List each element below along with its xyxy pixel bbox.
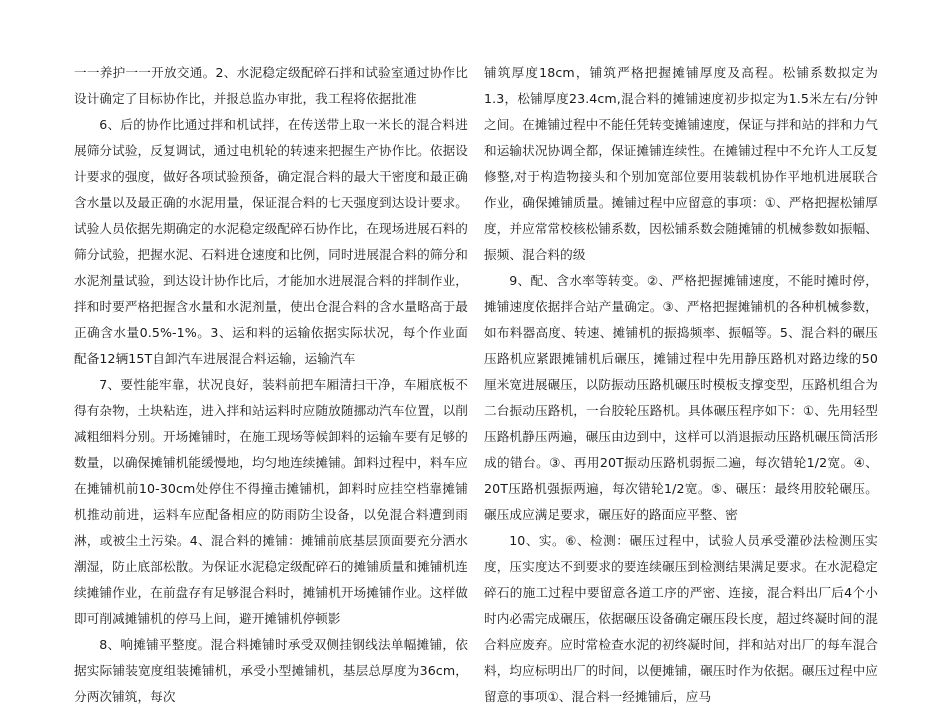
left-paragraph-1: 一一养护一一开放交通。2、水泥稳定级配碎石拌和试验室通过协作比设计确定了目标协作比，并报总监办审批，我工程将依据批准 — [74, 65, 468, 106]
left-paragraph-3: 7、要性能牢靠，状况良好，装料前把车厢清扫干净，车厢底板不得有杂物，土块粘连，进入拌和站运料时应随放随挪动汽车位置，以削减粗细料分别。开场摊铺时，在施工现场等候卸料的运输车要有足够的数量，以确保摊铺机能缓慢地，均匀地连续摊铺。卸料过程中，料车应在摊铺机前10-30cm处停住不得撞击摊铺机，卸料时应挂空档靠摊铺机推动前进，运料车应配备相应的防雨防尘设备，以免混合料遭到雨淋，或被尘土污染。4、混合料的摊铺：摊铺前底基层顶面要充分洒水潮湿，防止底部松散。为保证水泥稳定级配碎石的摊铺质量和摊铺机连续摊铺作业，在前盘存有足够混合料时，摊铺机开场摊铺作业。这样做即可削减摊铺机的停马上间，避开摊铺机停顿影 — [74, 377, 468, 626]
right-paragraph-3: 10、实。⑥、检测：碾压过程中，试验人员承受灌砂法检测压实度，压实度达不到要求的要连续碾压到检测结果满足要求。在水泥稳定碎石的施工过程中要留意各道工序的严密、连接，混合料出厂后4个小时内必需完成碾压，依据碾压设备确定碾压段长度，超过终凝时间的混合料应废弃。应时常检查水泥的初终凝时间，拌和站对出厂的每车混合料，均应标明出厂的时间，以便摊铺，碾压时作为依据。碾压过程中应留意的事项①、混合料一经摊铺后，应马 — [484, 533, 878, 704]
left-paragraph-2: 6、后的协作比通过拌和机试拌，在传送带上取一米长的混合料进展筛分试验，反复调试，通过电机轮的转速来把握生产协作比。依据设计要求的强度，做好各项试验预备，确定混合料的最大干密度和最正确含水量以及最正确的水泥用量，保证混合料的七天强度到达设计要求。试验人员依据先期确定的水泥稳定级配碎石协作比，在现场进展石料的筛分试验，把握水泥、石料进仓速度和比例，同时进展混合料的筛分和水泥剂量试验，到达设计协作比后，才能加水进展混合料的拌制作业，拌和时要严格把握含水量和水泥剂量，使出仓混合料的含水量略高于最正确含水量0.5%-1%。3、运和料的运输依据实际状况，每个作业面配备12辆15T自卸汽车进展混合料运输，运输汽车 — [74, 117, 468, 366]
left-paragraph-4: 8、响摊铺平整度。混合料摊铺时承受双侧挂钢线法单幅摊铺，依据实际铺装宽度组装摊铺机，承受小型摊铺机，基层总厚度为36cm，分两次铺筑，每次 — [74, 637, 468, 704]
right-paragraph-2: 9、配、含水率等转变。②、严格把握摊铺速度，不能时摊时停，摊铺速度依据拌合站产量确定。③、严格把握摊铺机的各种机械参数，如布料器高度、转速、摊铺机的振捣频率、振幅等。5、混合料的碾压压路机应紧跟摊铺机后碾压，摊铺过程中先用静压路机对路边缘的50厘米宽进展碾压，以防振动压路机碾压时模板支撑变型，压路机组合为二台振动压路机，一台胶轮压路机。具体碾压程序如下：①、先用轻型压路机静压两遍，碾压由边到中，这样可以消退振动压路机碾压筒活形成的错台。③、再用20T振动压路机弱振二遍，每次错轮1/2宽。④、20T压路机强振两遍，每次错轮1/2宽。⑤、碾压：最终用胶轮碾压。碾压成应满足要求，碾压好的路面应平整、密 — [484, 273, 878, 522]
right-paragraph-1: 铺筑厚度18cm，铺筑严格把握摊铺厚度及高程。松铺系数拟定为1.3，松铺厚度23.4cm,混合料的摊铺速度初步拟定为1.5米左右/分钟之间。在摊铺过程中不能任凭转变摊铺速度，保证与拌和站的拌和力气和运输状况协调全都，保证摊铺连续性。在摊铺过程中不允许人工反复修整,对于构造物接头和个别加宽部位要用装载机协作平地机进展联合作业，确保摊铺质量。摊铺过程中应留意的事项：①、严格把握松铺厚度，并应常常校核松铺系数，因松铺系数会随摊铺的机械参数如振幅、振频、混合料的级 — [484, 65, 878, 262]
left-text-column — [74, 60, 468, 710]
right-text-column — [484, 60, 878, 710]
